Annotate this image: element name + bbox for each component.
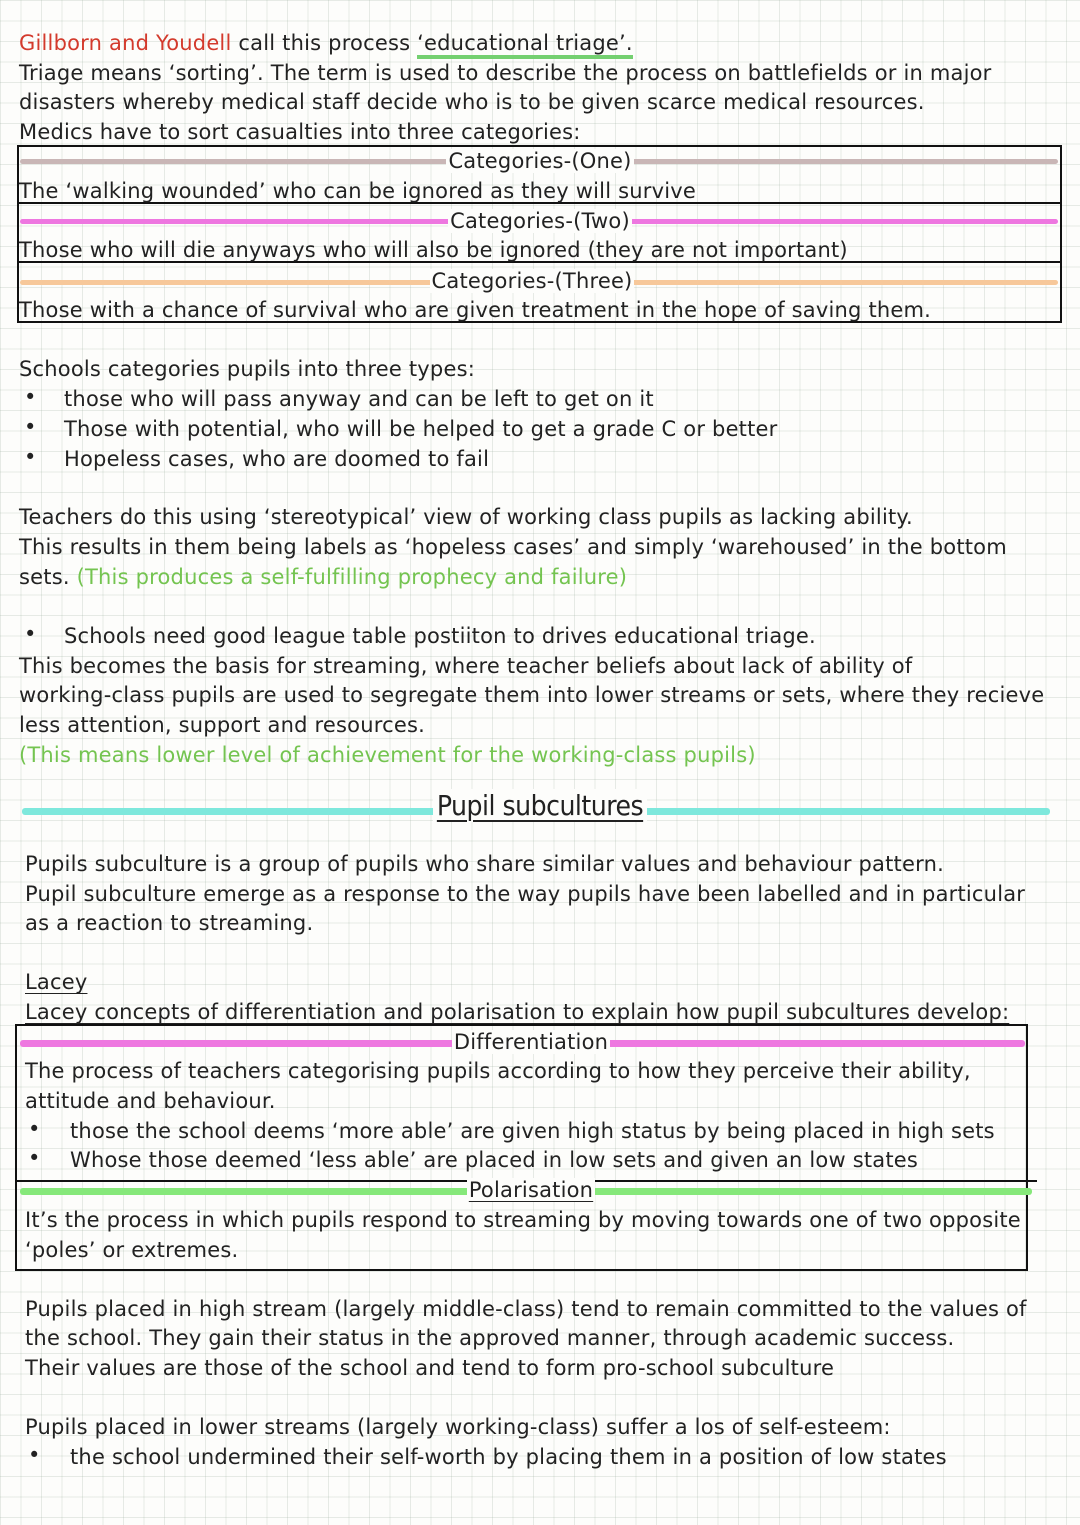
lacey-intro: Lacey concepts of differentiation and polarisation to explain how pupil subcultures develop: [25, 1000, 1010, 1024]
intro-line-1 [19, 29, 633, 57]
bullet-dot: • [24, 445, 37, 469]
call-text: call this process [238, 31, 411, 55]
schools-intro: Schools categories pupils into three types: [19, 357, 475, 381]
bullet-dot: • [24, 622, 37, 646]
league-line-2: working-class pupils are used to segregate them into lower streams or sets, where they recieve [19, 683, 1045, 707]
differentiation-bullet: those the school deems ‘more able’ are given high status by being placed in high sets [70, 1119, 995, 1143]
bullet-dot: • [28, 1117, 41, 1141]
self-fulfilling-note: (This produces a self-fulfilling prophecy and failure) [76, 565, 628, 589]
category-one-heading: Categories-(One) [448, 149, 632, 173]
subcultures-line-1: Pupils subculture is a group of pupils who share similar values and behaviour pattern. [25, 852, 944, 876]
differentiation-line-2: attitude and behaviour. [25, 1089, 276, 1113]
differentiation-heading: Differentiation [453, 1030, 609, 1054]
schools-bullet: Hopeless cases, who are doomed to fail [64, 447, 490, 471]
polarisation-line-1: It’s the process in which pupils respond to streaming by moving towards one of two opposite [25, 1208, 1021, 1232]
league-line-3: less attention, support and resources. [19, 713, 425, 737]
high-stream-line-2: the school. They gain their status in the approved manner, through academic success. [25, 1326, 955, 1350]
league-line-1: This becomes the basis for streaming, where teacher beliefs about lack of ability of [19, 654, 913, 678]
category-two-heading: Categories-(Two) [450, 209, 630, 233]
intro-line-4: Medics have to sort casualties into three categories: [19, 120, 581, 144]
category-three-heading: Categories-(Three) [431, 269, 633, 293]
differentiation-line-1: The process of teachers categorising pupils according to how they perceive their ability, [25, 1059, 971, 1083]
category-one-text: The ‘walking wounded’ who can be ignored as they will survive [19, 179, 697, 203]
subcultures-heading: Pupil subcultures [0, 786, 1080, 826]
teachers-line-1: Teachers do this using ‘stereotypical’ view of working class pupils as lacking ability. [19, 505, 913, 529]
subcultures-line-2: Pupil subculture emerge as a response to the way pupils have been labelled and in particular [25, 882, 1026, 906]
low-stream-line-1: Pupils placed in lower streams (largely working-class) suffer a los of self-esteem: [25, 1415, 891, 1439]
educational-triage-term: ‘educational triage’. [417, 31, 633, 59]
high-stream-line-3: Their values are those of the school and tend to form pro-school subculture [25, 1356, 835, 1380]
bullet-dot: • [28, 1146, 41, 1170]
teachers-line-3 [19, 563, 627, 591]
polarisation-heading: Polarisation [468, 1178, 594, 1202]
intro-line-2: Triage means ‘sorting’. The term is used to describe the process on battlefields or in major [19, 61, 992, 85]
bullet-dot: • [28, 1443, 41, 1467]
differentiation-bullet: Whose those deemed ‘less able’ are placed in low sets and given an low states [70, 1148, 919, 1172]
schools-bullet: Those with potential, who will be helped to get a grade C or better [64, 417, 778, 441]
league-bullet: Schools need good league table postiiton to drives educational triage. [64, 624, 816, 648]
lacey-name: Lacey [25, 970, 88, 994]
schools-bullet: those who will pass anyway and can be left to get on it [64, 387, 654, 411]
polarisation-line-2: ‘poles’ or extremes. [25, 1238, 239, 1262]
category-two-text: Those who will die anyways who will also be ignored (they are not important) [19, 238, 848, 262]
bullet-dot: • [24, 385, 37, 409]
bullet-dot: • [24, 415, 37, 439]
subcultures-line-3: as a reaction to streaming. [25, 911, 314, 935]
league-green-note: (This means lower level of achievement for the working-class pupils) [19, 743, 756, 767]
high-stream-line-1: Pupils placed in high stream (largely middle-class) tend to remain committed to the values of [25, 1297, 1027, 1321]
intro-line-3: disasters whereby medical staff decide who is to be given scarce medical resources. [19, 90, 925, 114]
category-three-text: Those with a chance of survival who are given treatment in the hope of saving them. [19, 298, 932, 322]
teachers-line-2: This results in them being labels as ‘hopeless cases’ and simply ‘warehoused’ in the bottom [19, 535, 1007, 559]
authors: Gillborn and Youdell [19, 31, 232, 55]
low-stream-bullet: the school undermined their self-worth by placing them in a position of low states [70, 1445, 947, 1469]
teachers-line-3-start: sets. [19, 565, 70, 589]
